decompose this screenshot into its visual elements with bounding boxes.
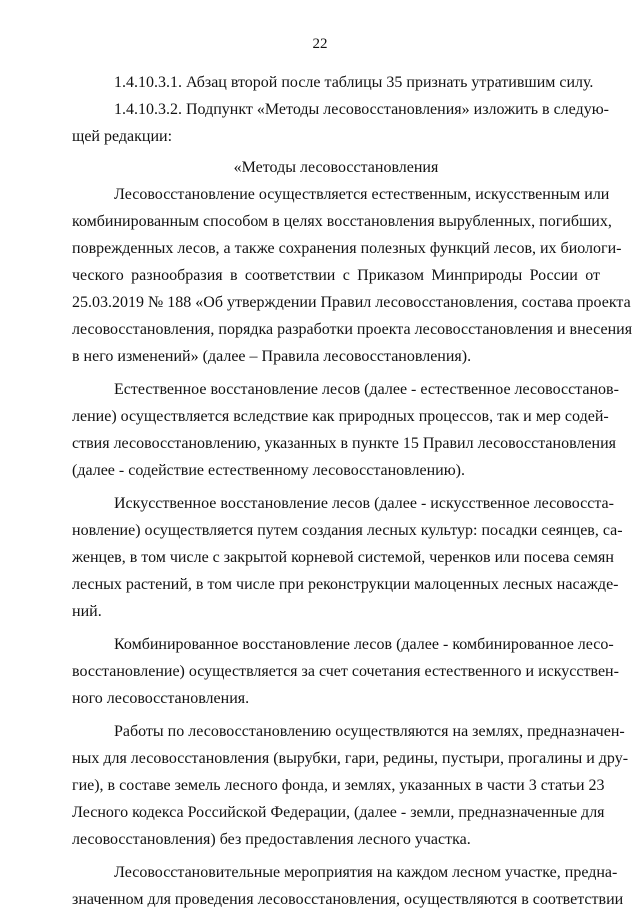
text-line: поврежденных лесов, а также сохранения полезных функций лесов, их биологи- [72,240,622,257]
text-line: (далее - содействие естественному лесовосстановлению). [72,462,465,479]
text-line: Лесовосстановительные мероприятия на каждом лесном участке, предна- [114,864,618,881]
paragraph-iskusstvennoe [72,490,623,625]
paragraph-estestvennoe [72,376,619,484]
document-body [72,69,633,913]
text-line: женцев, в том числе с закрытой корневой системой, черенков или посева семян [72,549,614,566]
heading-line: «Методы лесовосстановления [233,159,439,176]
text-line: ствия лесовосстановлению, указанных в пункте 15 Правил лесовосстановления [72,435,616,452]
paragraph-lesovosstanovlenie [72,181,633,370]
paragraph-item-1-4-10-3-2 [72,96,609,150]
text-line: лесных растений, в том числе при реконструкции малоценных лесных насажде- [72,576,619,593]
text-line: Работы по лесовосстановлению осуществляются на землях, предназначен- [114,723,625,740]
section-heading [72,154,600,181]
text-line: ных для лесовосстановления (вырубки, гари, редины, пустыри, прогалины и дру- [72,750,629,767]
text-line: Лесовосстановление осуществляется естественным, искусственным или [114,186,610,203]
paragraph-kombinirovannoe [72,631,619,712]
text-line: ческого разнообразия в соответствии с Приказом Минприроды России от [72,267,600,284]
text-line: гие), в составе земель лесного фонда, и землях, указанных в части 3 статьи 23 [72,777,605,794]
text-line: 1.4.10.3.1. Абзац второй после таблицы 35 признать утратившим силу. [114,74,594,91]
text-line: Естественное восстановление лесов (далее - естественное лесовосстанов- [114,381,619,398]
text-line: значенном для проведения лесовосстановления, осуществляются в соответствии [72,891,624,908]
text-line: Лесного кодекса Российской Федерации, (далее - земли, предназначенные для [72,804,605,821]
text-line: ного лесовосстановления. [72,690,250,707]
text-line: восстановление) осуществляется за счет сочетания естественного и искусствен- [72,663,619,680]
text-line: ний. [72,603,102,620]
paragraph-raboty [72,718,629,853]
paragraph-item-1-4-10-3-1 [72,69,600,96]
text-line: новление) осуществляется путем создания лесных культур: посадки сеянцев, са- [72,522,623,539]
text-line: комбинированным способом в целях восстановления вырубленных, погибших, [72,213,612,230]
text-line: 1.4.10.3.2. Подпункт «Методы лесовосстановления» изложить в следую- [114,101,609,118]
text-line: Искусственное восстановление лесов (далее - искусственное лесовосста- [114,495,614,512]
text-line: лесовосстановления) без предоставления лесного участка. [72,831,471,848]
text-line: ление) осуществляется вследствие как природных процессов, так и мер содей- [72,408,609,425]
text-line: в него изменений» (далее – Правила лесовосстановления). [72,348,472,365]
text-line: 25.03.2019 № 188 «Об утверждении Правил лесовосстановления, состава проекта [72,294,631,311]
text-line: Комбинированное восстановление лесов (далее - комбинированное лесо- [114,636,614,653]
text-line: щей редакции: [72,128,173,145]
text-line: лесовосстановления, порядка разработки проекта лесовосстановления и внесения [72,321,633,338]
page-number: 22 [312,36,328,52]
